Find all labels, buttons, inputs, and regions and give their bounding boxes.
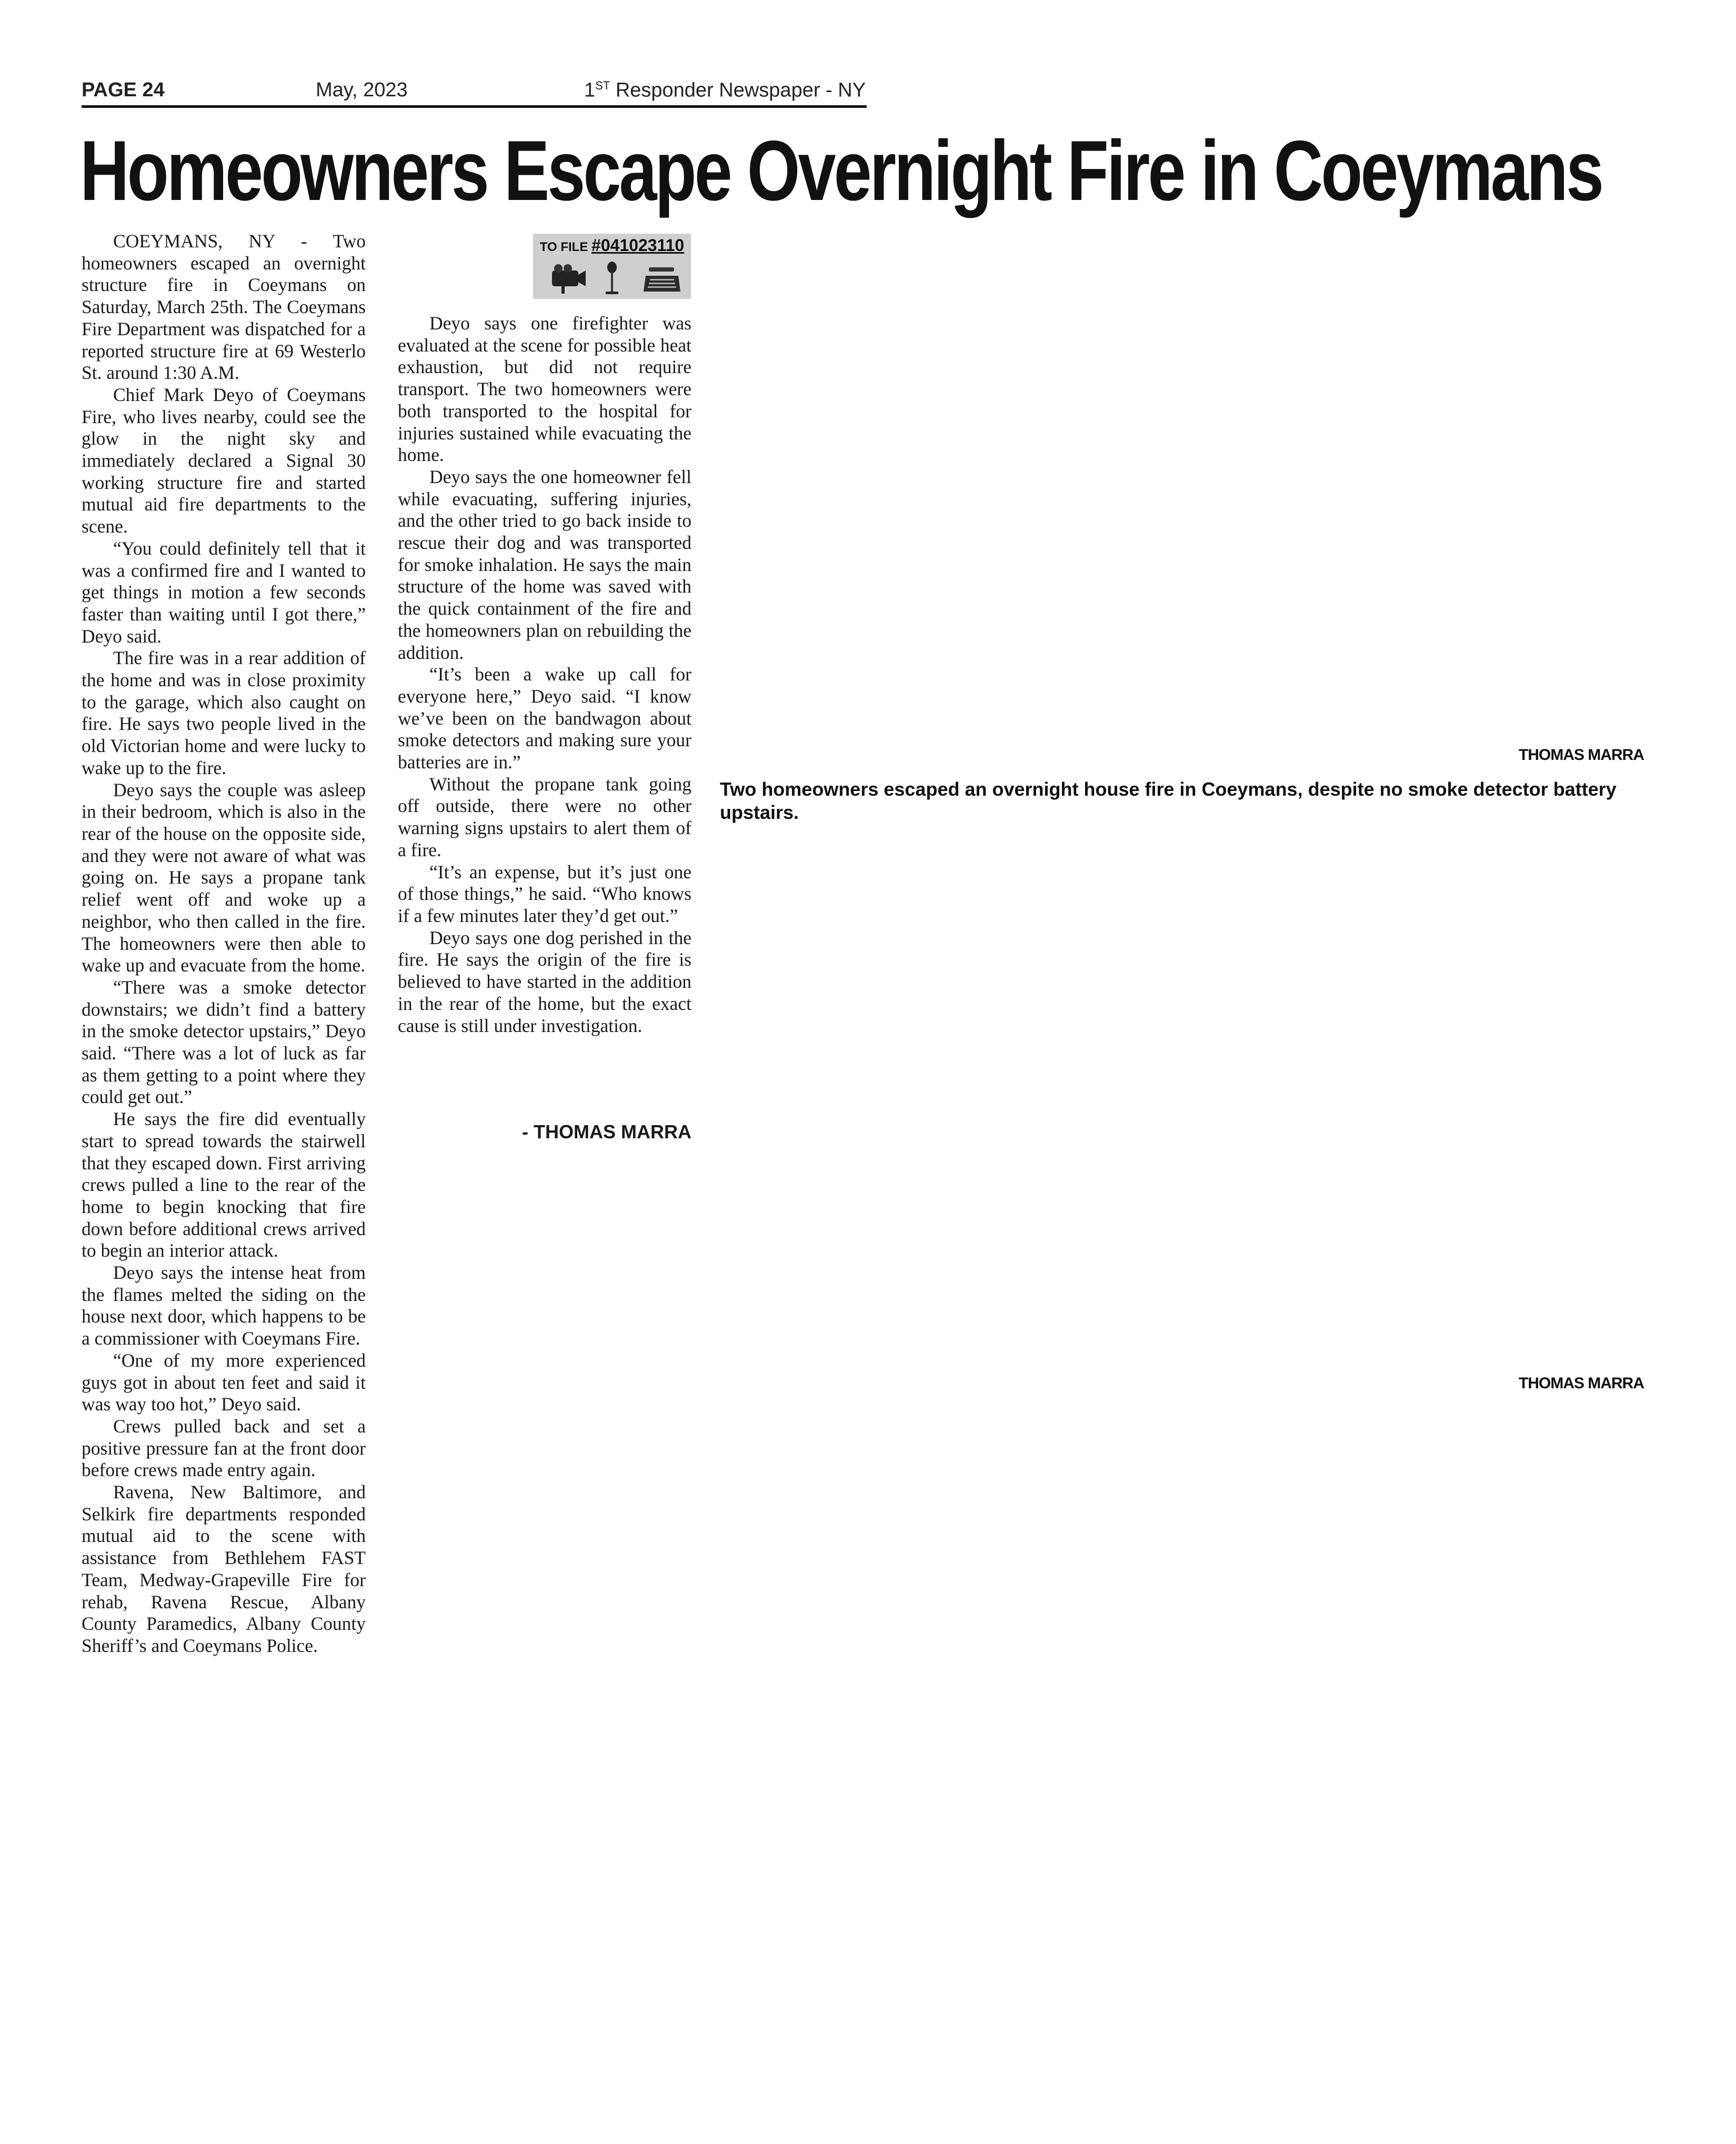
paragraph: The fire was in a rear addition of the home and was in close proximity to the garage, which also caught on fire. He says two people lived in the old Victorian home and were lucky to wake up to the fire. — [82, 647, 366, 778]
paragraph: Crews pulled back and set a positive pressure fan at the front door before crews made entry again. — [82, 1415, 366, 1481]
photo-credit: THOMAS MARRA — [1519, 1375, 1644, 1392]
headline: Homeowners Escape Overnight Fire in Coeymans — [80, 123, 1602, 218]
paragraph: Deyo says the intense heat from the flames melted the siding on the house next door, which happens to be a commissioner with Coeymans Fire. — [82, 1262, 366, 1349]
header-rule — [82, 105, 867, 108]
microphone-icon — [601, 261, 623, 296]
article-column-1 — [82, 231, 366, 1657]
paragraph: Without the propane tank going off outside, there were no other warning signs upstairs to alert them of a fire. — [398, 773, 691, 860]
photo-caption: Two homeowners escaped an overnight house fire in Coeymans, despite no smoke detector battery upstairs. — [720, 778, 1617, 823]
to-file-number: #041023110 — [591, 236, 685, 255]
paragraph: Deyo says one firefighter was evaluated at the scene for possible heat exhaustion, but did not require transport. The two homeowners were both transported to the hospital for injuries sustained while evacuating the home. — [398, 313, 691, 466]
paragraph: “It’s an expense, but it’s just one of those things,” he said. “Who knows if a few minutes later they’d get out.” — [398, 861, 691, 926]
publication-prefix: 1 — [584, 79, 596, 102]
video-camera-icon — [548, 263, 587, 295]
paragraph: “You could definitely tell that it was a confirmed fire and I wanted to get things in motion a few seconds faster than waiting until I got there,” Deyo said. — [82, 537, 366, 647]
to-file-badge — [533, 234, 691, 299]
paragraph: COEYMANS, NY - Two homeowners escaped an overnight structure fire in Coeymans on Saturday, March 25th. The Coeymans Fire Department was dispatched for a reported structure fire at 69 Westerlo St. around 1:30 A.M. — [82, 231, 366, 384]
paragraph: Ravena, New Baltimore, and Selkirk fire departments responded mutual aid to the scene with assistance from Bethlehem FAST Team, Medway-Grapeville Fire for rehab, Ravena Rescue, Albany County Paramedics, Albany County Sheriff’s and Coeymans Police. — [82, 1481, 366, 1656]
paragraph: Deyo says the couple was asleep in their bedroom, which is also in the rear of the house on the opposite side, and they were not aware of what was going on. He says a propane tank relief went off and woke up a neighbor, who then called in the fire. The homeowners were then able to wake up and evacuate from the home. — [82, 779, 366, 976]
paragraph: “There was a smoke detector downstairs; we didn’t find a battery in the smoke detector upstairs,” Deyo said. “There was a lot of luck as far as them getting to a point where they could get out.” — [82, 976, 366, 1108]
page-number: PAGE 24 — [82, 79, 165, 101]
paragraph: Deyo says the one homeowner fell while evacuating, suffering injuries, and the other tried to go back inside to rescue their dog and was transported for smoke inhalation. He says the main structure of the home was saved with the quick containment of the fire and the homeowners plan on rebuilding the addition. — [398, 466, 691, 663]
publication-rest: Responder Newspaper - NY — [610, 79, 866, 102]
to-file-label: TO FILE — [539, 240, 592, 254]
typewriter-icon — [644, 265, 680, 295]
to-file-text — [533, 236, 691, 255]
paragraph: Chief Mark Deyo of Coeymans Fire, who lives nearby, could see the glow in the night sky and immediately declared a Signal 30 working structure fire and started mutual aid fire departments to the scene. — [82, 384, 366, 537]
photo-credit: THOMAS MARRA — [1519, 746, 1644, 764]
issue-date: May, 2023 — [316, 79, 408, 101]
paragraph: He says the fire did eventually start to spread towards the stairwell that they escaped down. First arriving crews pulled a line to the rear of the home to begin knocking that fire down before additional crews arrived to begin an interior attack. — [82, 1108, 366, 1261]
paragraph: Deyo says one dog perished in the fire. He says the origin of the fire is believed to have started in the addition in the rear of the home, but the exact cause is still under investigation. — [398, 927, 691, 1036]
paragraph: “It’s been a wake up call for everyone here,” Deyo said. “I know we’ve been on the bandwagon about smoke detectors and making sure your batteries are in.” — [398, 664, 691, 773]
byline: - THOMAS MARRA — [522, 1121, 691, 1143]
article-column-2 — [398, 313, 691, 1037]
paragraph: “One of my more experienced guys got in about ten feet and said it was way too hot,” Deyo said. — [82, 1349, 366, 1415]
publication-superscript: ST — [595, 79, 610, 92]
publication-name — [584, 79, 866, 102]
